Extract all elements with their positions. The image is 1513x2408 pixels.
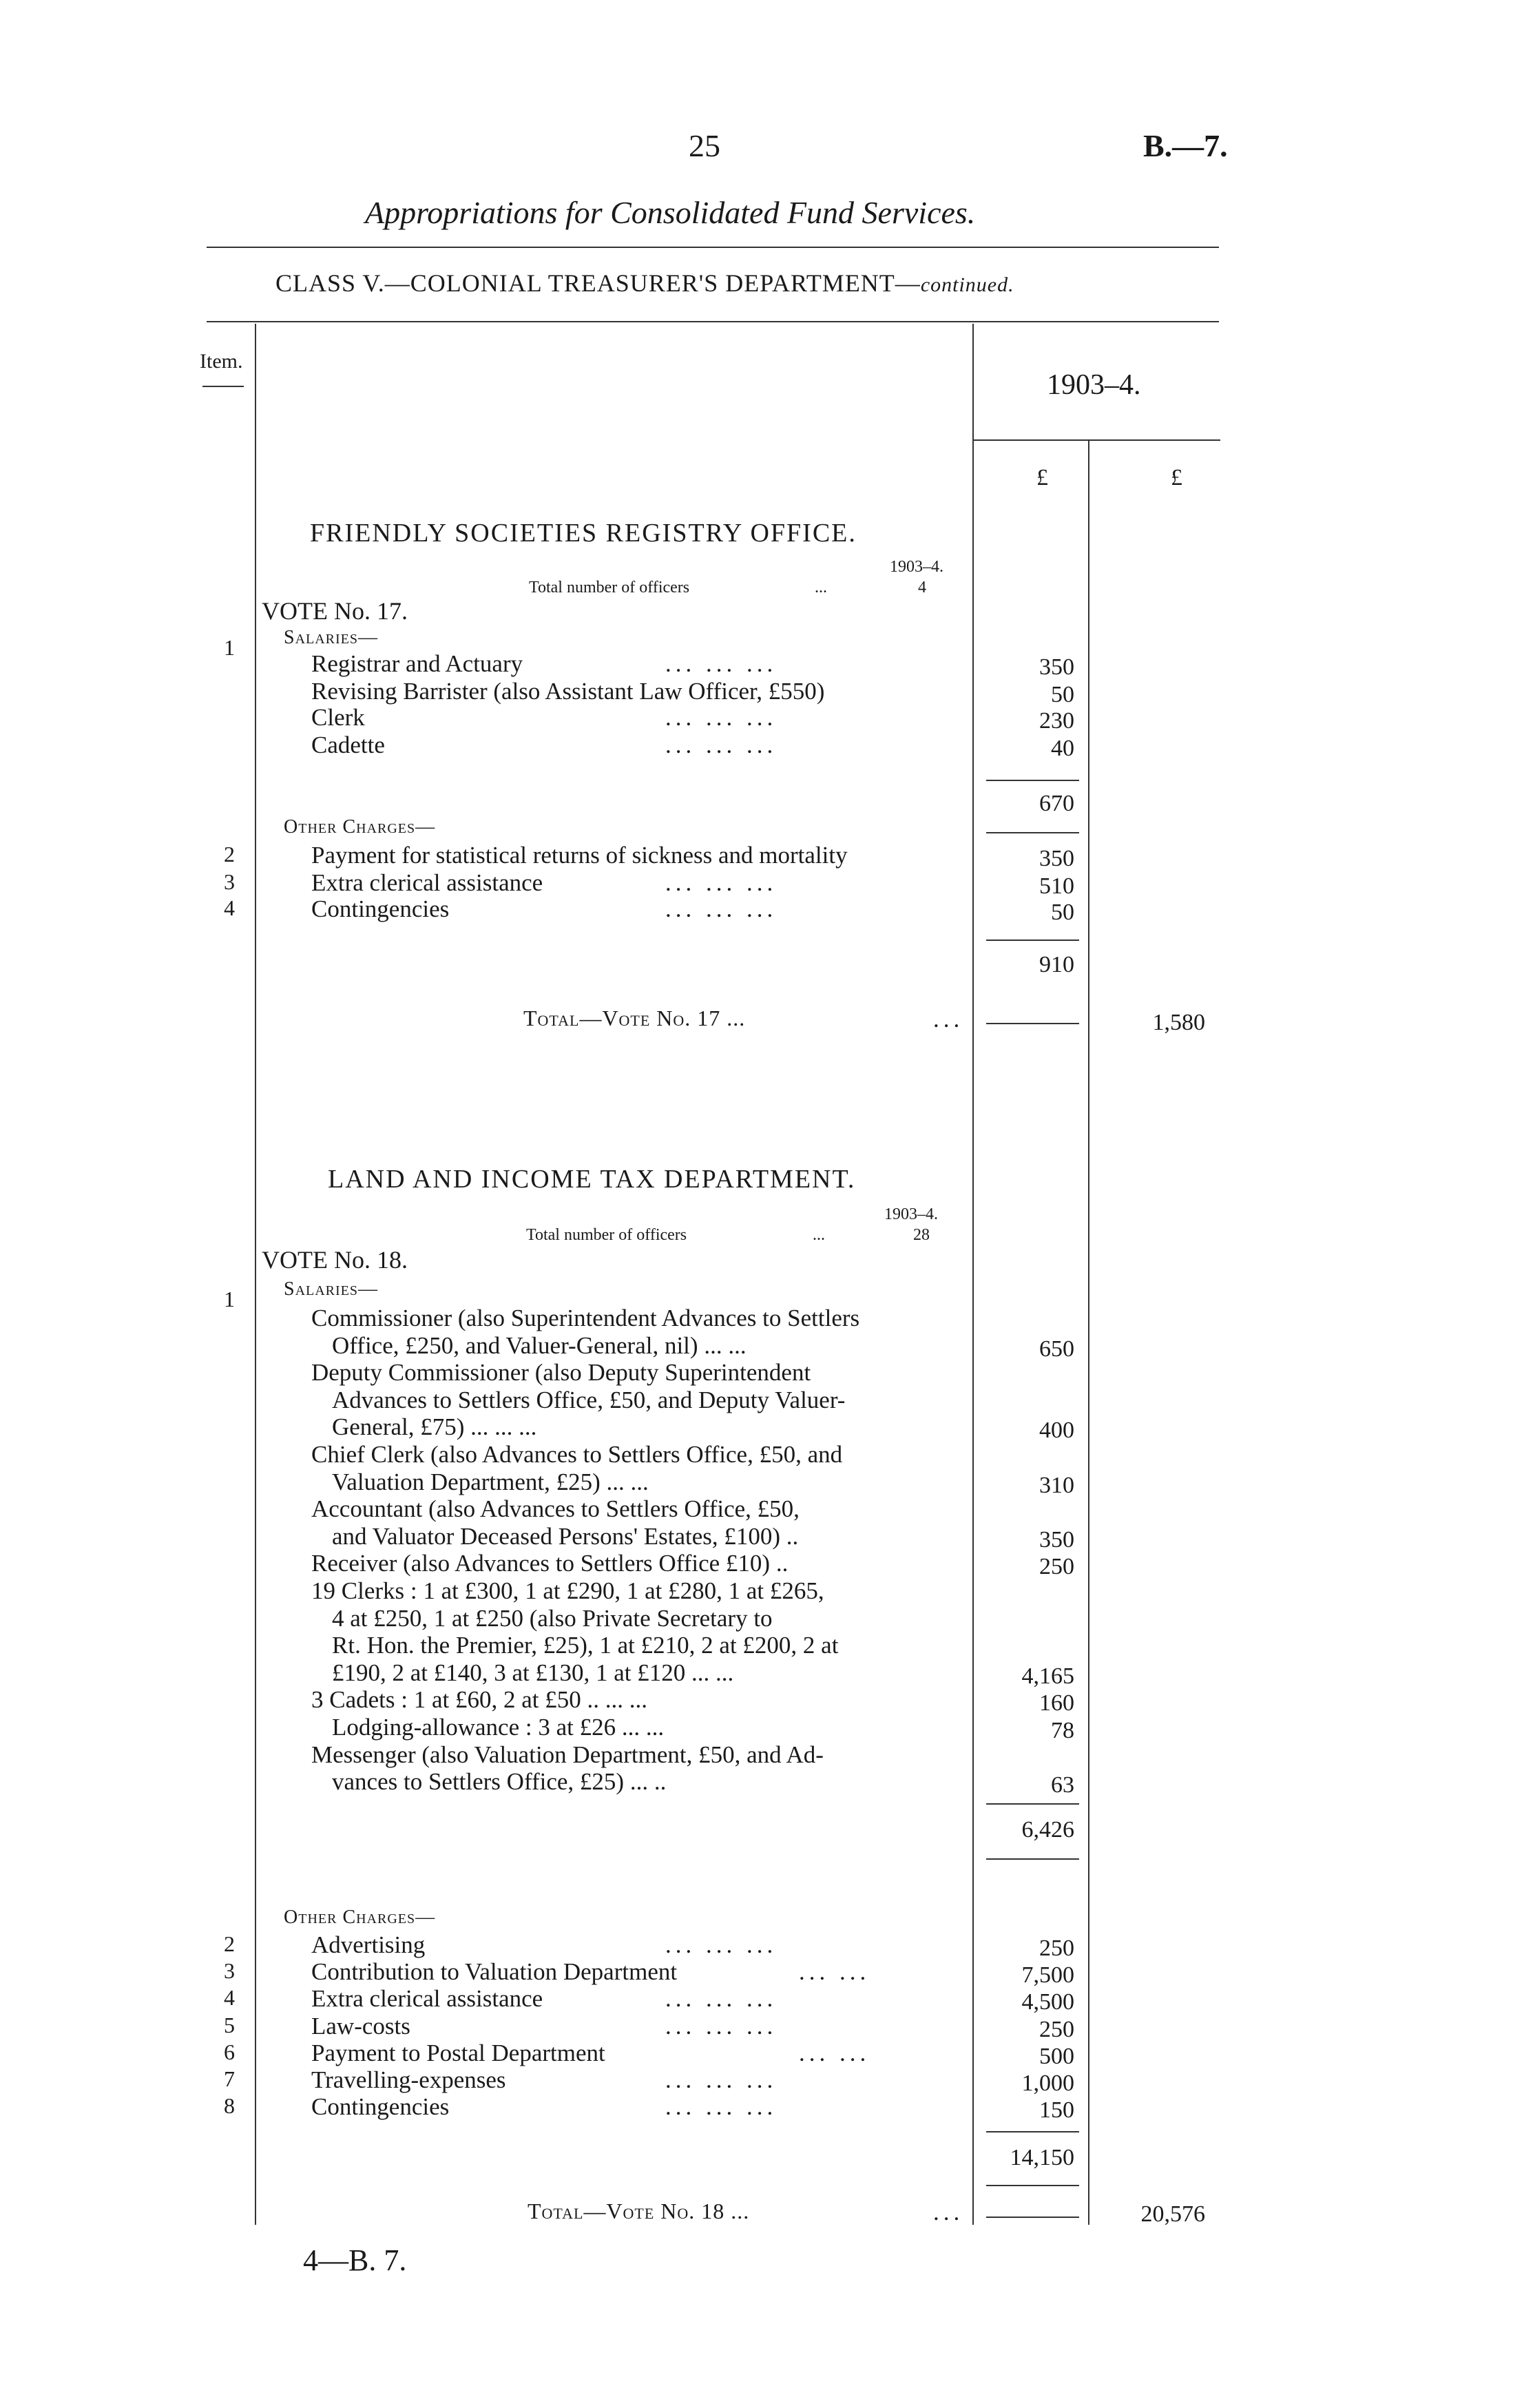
item-number: 2 — [224, 842, 235, 866]
list-item: and Valuator Deceased Persons' Estates, £100) .. — [332, 1523, 799, 1550]
amount: 50 — [1051, 900, 1074, 925]
subtotal-rule — [986, 1858, 1079, 1860]
vote-number: VOTE No. 18. — [262, 1246, 408, 1274]
year-header-rule — [972, 439, 1220, 441]
item-number: 5 — [224, 2013, 235, 2037]
salaries-subtotal: 6,426 — [1021, 1817, 1074, 1843]
subtotal-column-rule — [1088, 441, 1089, 2225]
amount: 510 — [1039, 873, 1074, 899]
list-item: 4 at £250, 1 at £250 (also Private Secretary to — [332, 1605, 773, 1632]
officers-dots: ... — [813, 1226, 825, 1244]
class-heading — [275, 269, 1014, 298]
currency-header-1: £ — [1036, 465, 1048, 490]
leader-dots: ... ... ... — [665, 869, 778, 896]
amount: 250 — [1039, 1554, 1074, 1579]
list-item: Contingencies — [311, 2093, 450, 2120]
vote-number: VOTE No. 17. — [262, 597, 408, 625]
list-item: Accountant (also Advances to Settlers Office, £50, — [311, 1495, 800, 1522]
leader-dots: ... ... ... — [665, 2093, 778, 2120]
salaries-label: Salaries— — [284, 627, 379, 648]
amount: 40 — [1051, 736, 1074, 761]
table-top-rule — [207, 321, 1219, 322]
amount: 150 — [1039, 2097, 1074, 2123]
amount: 1,000 — [1021, 2070, 1074, 2096]
list-item: 19 Clerks : 1 at £300, 1 at £290, 1 at £280, 1 at £265, — [311, 1577, 824, 1604]
list-item: Extra clerical assistance — [311, 1985, 543, 2012]
list-item: Clerk — [311, 704, 365, 731]
page-title: Appropriations for Consolidated Fund Services. — [365, 195, 976, 230]
salaries-label: Salaries— — [284, 1278, 379, 1300]
amount: 78 — [1051, 1718, 1074, 1743]
subtotal-rule — [986, 2185, 1079, 2186]
other-charges-label: Other Charges— — [284, 816, 436, 838]
item-column-rule — [255, 324, 256, 2225]
leader-dots: ... ... ... — [665, 2066, 778, 2093]
currency-header-2: £ — [1171, 465, 1182, 490]
total-rule — [986, 1023, 1079, 1024]
list-item: Contingencies — [311, 895, 450, 922]
other-charges-subtotal: 910 — [1039, 952, 1074, 977]
vote-total-label: Total—Vote No. 17 ... — [523, 1006, 746, 1030]
leader-dots: ... ... — [799, 2039, 870, 2066]
year-column-header: 1903–4. — [1047, 369, 1141, 401]
class-suffix: continued. — [920, 273, 1014, 296]
item-number: 8 — [224, 2093, 235, 2118]
amount: 500 — [1039, 2044, 1074, 2069]
list-item: Messenger (also Valuation Department, £50, and Ad- — [311, 1741, 824, 1768]
list-item: Contribution to Valuation Department — [311, 1958, 678, 1985]
officers-count: 4 — [918, 579, 926, 596]
other-charges-subtotal: 14,150 — [1010, 2145, 1074, 2170]
list-item: Valuation Department, £25) ... ... — [332, 1468, 649, 1495]
other-charges-label: Other Charges— — [284, 1907, 436, 1928]
list-item: General, £75) ... ... ... — [332, 1413, 537, 1440]
amount: 350 — [1039, 654, 1074, 680]
list-item: Advances to Settlers Office, £50, and Deputy Valuer- — [332, 1387, 846, 1413]
item-number: 2 — [224, 1931, 235, 1956]
leader-dots: ... ... ... — [665, 704, 778, 731]
title-rule — [207, 247, 1219, 248]
list-item: Advertising — [311, 1931, 426, 1958]
item-number: 4 — [224, 895, 235, 920]
amount: 350 — [1039, 1527, 1074, 1553]
amount: 160 — [1039, 1690, 1074, 1716]
item-number: 4 — [224, 1985, 235, 2010]
item-number: 1 — [224, 635, 235, 660]
list-item: Rt. Hon. the Premier, £25), 1 at £210, 2 at £200, 2 at — [332, 1632, 839, 1659]
item-number: 3 — [224, 1958, 235, 1983]
list-item: Extra clerical assistance — [311, 869, 543, 896]
leader-dots: ... ... ... — [665, 895, 778, 922]
amount: 250 — [1039, 2017, 1074, 2042]
subtotal-rule — [986, 780, 1079, 781]
footer-signature: 4—B. 7. — [303, 2243, 407, 2277]
vote-total-label: Total—Vote No. 18 ... — [528, 2199, 750, 2223]
amount: 4,500 — [1021, 1989, 1074, 2015]
list-item: Cadette — [311, 731, 385, 758]
amount: 7,500 — [1021, 1962, 1074, 1988]
leader-dots: ... — [933, 1006, 964, 1032]
item-number: 7 — [224, 2066, 235, 2091]
amount-column-rule — [972, 324, 974, 2225]
officers-year: 1903–4. — [884, 1205, 938, 1223]
subtotal-rule — [986, 2131, 1079, 2132]
item-column-header: Item. — [200, 350, 243, 373]
list-item: Revising Barrister (also Assistant Law Officer, £550) — [311, 678, 825, 705]
officers-dots: ... — [815, 579, 827, 596]
amount: 50 — [1051, 682, 1074, 707]
vote-total: 1,580 — [1152, 1010, 1205, 1035]
vote-total: 20,576 — [1140, 2201, 1205, 2227]
amount: 650 — [1039, 1336, 1074, 1362]
page-number: 25 — [689, 128, 720, 163]
list-item: Registrar and Actuary — [311, 650, 523, 677]
list-item: vances to Settlers Office, £25) ... .. — [332, 1768, 667, 1795]
amount: 63 — [1051, 1772, 1074, 1798]
total-rule — [986, 2217, 1079, 2218]
item-number: 6 — [224, 2039, 235, 2064]
list-item: 3 Cadets : 1 at £60, 2 at £50 .. ... ... — [311, 1686, 648, 1713]
list-item: Office, £250, and Valuer-General, nil) ... ... — [332, 1332, 747, 1359]
leader-dots: ... ... ... — [665, 650, 778, 677]
officers-count: 28 — [913, 1226, 930, 1244]
leader-dots: ... ... ... — [665, 1985, 778, 2012]
amount: 310 — [1039, 1473, 1074, 1498]
amount: 230 — [1039, 708, 1074, 734]
amount: 4,165 — [1021, 1663, 1074, 1689]
list-item: Lodging-allowance : 3 at £26 ... ... — [332, 1714, 665, 1741]
leader-dots: ... ... — [799, 1958, 870, 1985]
subtotal-rule — [986, 832, 1079, 833]
amount: 350 — [1039, 846, 1074, 871]
list-item: Payment for statistical returns of sickness and mortality — [311, 842, 848, 869]
item-number: 1 — [224, 1287, 235, 1311]
item-number: 3 — [224, 869, 235, 894]
list-item: £190, 2 at £140, 3 at £130, 1 at £120 ... ... — [332, 1659, 734, 1686]
section-title-friendly-societies: FRIENDLY SOCIETIES REGISTRY OFFICE. — [310, 519, 857, 548]
officers-year: 1903–4. — [890, 558, 943, 576]
leader-dots: ... ... ... — [665, 731, 778, 758]
officers-label: Total number of officers — [526, 1226, 687, 1244]
amount: 400 — [1039, 1418, 1074, 1443]
section-title-land-income-tax: LAND AND INCOME TAX DEPARTMENT. — [328, 1165, 856, 1194]
list-item: Receiver (also Advances to Settlers Office £10) .. — [311, 1550, 789, 1577]
amount: 250 — [1039, 1935, 1074, 1961]
item-head-rule — [202, 386, 244, 387]
list-item: Law-costs — [311, 2013, 410, 2039]
list-item: Chief Clerk (also Advances to Settlers Office, £50, and — [311, 1441, 843, 1468]
list-item: Commissioner (also Superintendent Advances to Settlers — [311, 1305, 860, 1331]
leader-dots: ... — [933, 2199, 964, 2225]
leader-dots: ... ... ... — [665, 2013, 778, 2039]
officers-label: Total number of officers — [529, 579, 690, 596]
subtotal-rule — [986, 940, 1079, 941]
class-line: CLASS V.—COLONIAL TREASURER'S DEPARTMENT— — [275, 269, 921, 297]
list-item: Payment to Postal Department — [311, 2039, 605, 2066]
subtotal-rule — [986, 1803, 1079, 1805]
list-item: Deputy Commissioner (also Deputy Superintendent — [311, 1359, 811, 1386]
salaries-subtotal: 670 — [1039, 791, 1074, 816]
document-reference: B.—7. — [1143, 128, 1228, 163]
list-item: Travelling-expenses — [311, 2066, 506, 2093]
leader-dots: ... ... ... — [665, 1931, 778, 1958]
